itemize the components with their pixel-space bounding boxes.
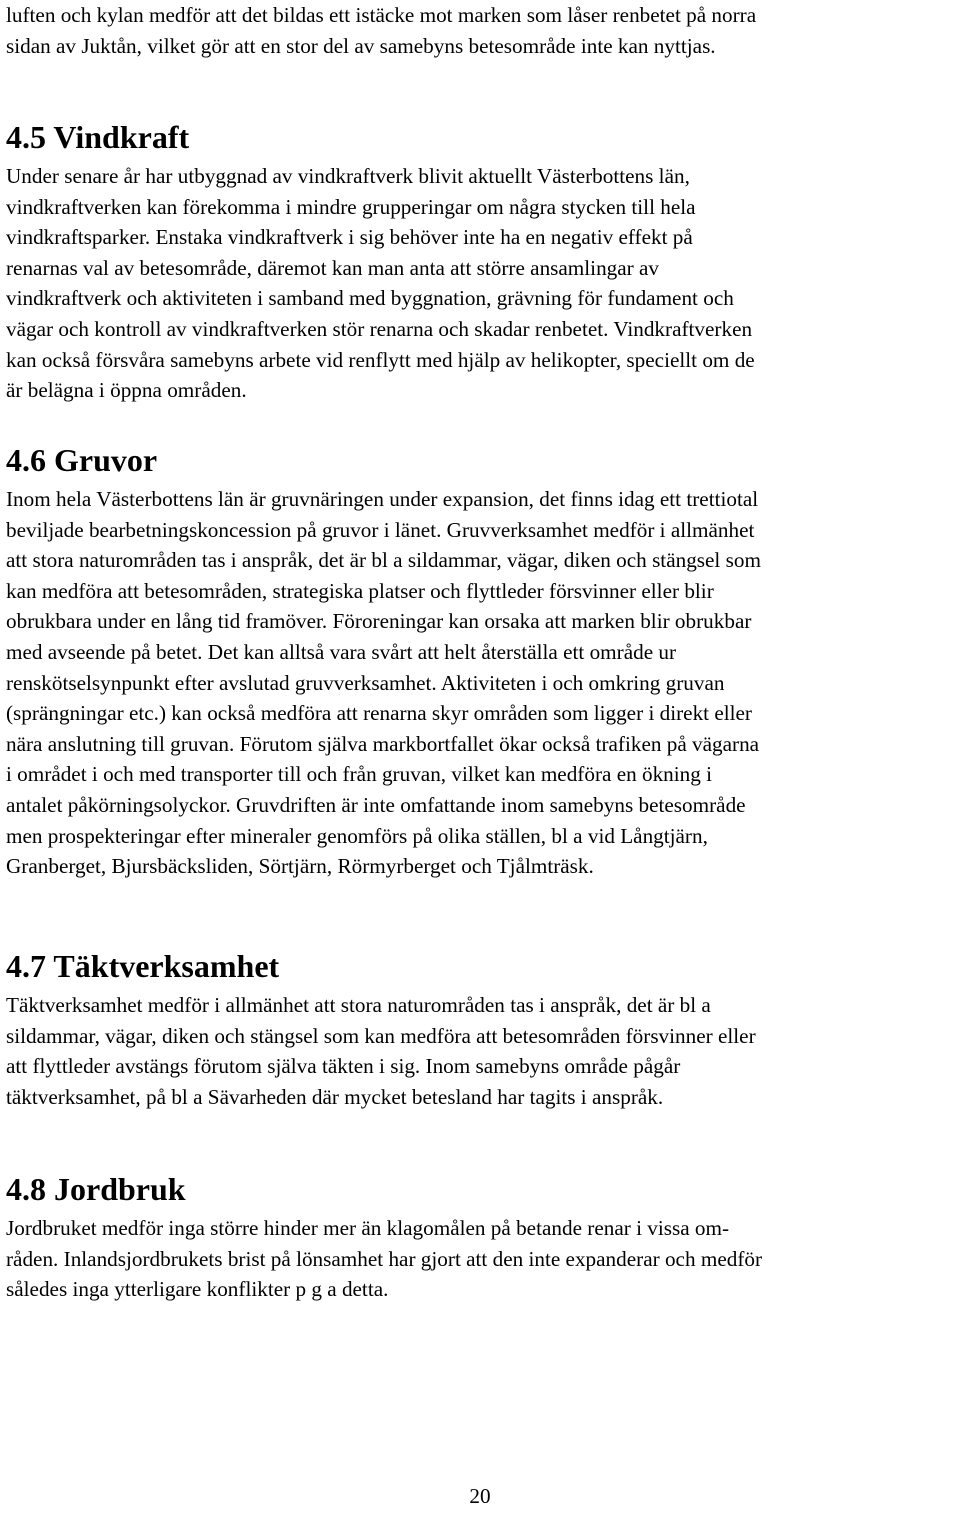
page-number: 20 <box>469 1484 491 1508</box>
body-line: men prospekteringar efter mineraler genomförs på olika ställen, bl a vid Långtjärn, <box>6 823 708 848</box>
body-line: kan medföra att betesområden, strategiska platser och flyttleder försvinner eller blir <box>6 578 714 603</box>
body-line: Granberget, Bjursbäcksliden, Sörtjärn, Rörmyrberget och Tjålmträsk. <box>6 854 594 879</box>
body-line: Täktverksamhet medför i allmänhet att stora naturområden tas i anspråk, det är bl a <box>6 993 711 1017</box>
body-line: (sprängningar etc.) kan också medföra att renarna skyr områden som ligger i direkt eller <box>6 701 752 726</box>
section-body <box>6 484 761 882</box>
body-line: vägar och kontroll av vindkraftverken stör renarna och skadar renbetet. Vindkraftverken <box>6 316 753 341</box>
section-body <box>6 1213 762 1305</box>
body-line: råden. Inlandsjordbrukets brist på lönsamhet har gjort att den inte expanderar och medför <box>6 1246 763 1271</box>
body-line: täktverksamhet, på bl a Sävarheden där mycket betesland har tagits i anspråk. <box>6 1084 664 1109</box>
body-line: renarnas val av betesområde, däremot kan man anta att större ansamlingar av <box>6 255 660 280</box>
body-line: renskötselsynpunkt efter avslutad gruvverksamhet. Aktiviteten i och omkring gruvan <box>6 670 725 695</box>
body-line: är belägna i öppna områden. <box>6 378 247 403</box>
body-line: beviljade bearbetningskoncession på gruvor i länet. Gruvverksamhet medför i allmänhet <box>6 517 755 542</box>
body-line: med avseende på betet. Det kan alltså vara svårt att helt återställa ett område ur <box>6 639 677 664</box>
body-line: Jordbruket medför inga större hinder mer än klagomålen på betande renar i vissa om- <box>6 1216 730 1240</box>
body-line: kan också försvåra samebyns arbete vid renflytt med hjälp av helikopter, speciellt om de <box>6 347 755 372</box>
body-line: nära anslutning till gruvan. Förutom själva markbortfallet ökar också trafiken på vägarna <box>6 731 760 756</box>
intro-line: sidan av Juktån, vilket gör att en stor del av samebyns betesområde inte kan nyttjas. <box>6 33 716 58</box>
section-heading: 4.8 Jordbruk <box>6 1171 186 1207</box>
section-body <box>6 161 755 406</box>
section-body <box>6 990 756 1112</box>
body-line: antalet påkörningsolyckor. Gruvdriften är inte omfattande inom samebyns betesområde <box>6 792 746 817</box>
body-line: således inga ytterligare konflikter p g a detta. <box>6 1277 389 1302</box>
section-taktverksamhet <box>6 946 756 1112</box>
intro-paragraph <box>6 0 756 61</box>
section-heading: 4.7 Täktverksamhet <box>6 948 280 984</box>
intro-line: luften och kylan medför att det bildas ett istäcke mot marken som låser renbetet på norra <box>6 3 757 27</box>
body-line: Inom hela Västerbottens län är gruvnäringen under expansion, det finns idag ett trettiotal <box>6 487 759 511</box>
section-heading: 4.5 Vindkraft <box>6 119 190 155</box>
body-line: Under senare år har utbyggnad av vindkraftverk blivit aktuellt Västerbottens län, <box>6 164 690 188</box>
body-line: sildammar, vägar, diken och stängsel som kan medföra att betesområden försvinner eller <box>6 1023 756 1048</box>
section-jordbruk <box>6 1169 762 1305</box>
section-heading: 4.6 Gruvor <box>6 442 158 478</box>
body-line: att stora naturområden tas i anspråk, det är bl a sildammar, vägar, diken och stängsel som <box>6 548 761 573</box>
body-line: i området i och med transporter till och från gruvan, vilket kan medföra en ökning i <box>6 762 713 787</box>
body-line: vindkraftverk och aktiviteten i samband med byggnation, grävning för fundament och <box>6 286 734 311</box>
body-line: obrukbara under en lång tid framöver. Föroreningar kan orsaka att marken blir obrukbar <box>6 609 752 634</box>
section-vindkraft <box>6 117 755 406</box>
section-gruvor <box>6 440 761 882</box>
body-line: vindkraftsparker. Enstaka vindkraftverk i sig behöver inte ha en negativ effekt på <box>6 225 693 250</box>
body-line: vindkraftverken kan förekomma i mindre grupperingar om några stycken till hela <box>6 194 696 219</box>
body-line: att flyttleder avstängs förutom själva täkten i sig. Inom samebyns område pågår <box>6 1054 681 1079</box>
